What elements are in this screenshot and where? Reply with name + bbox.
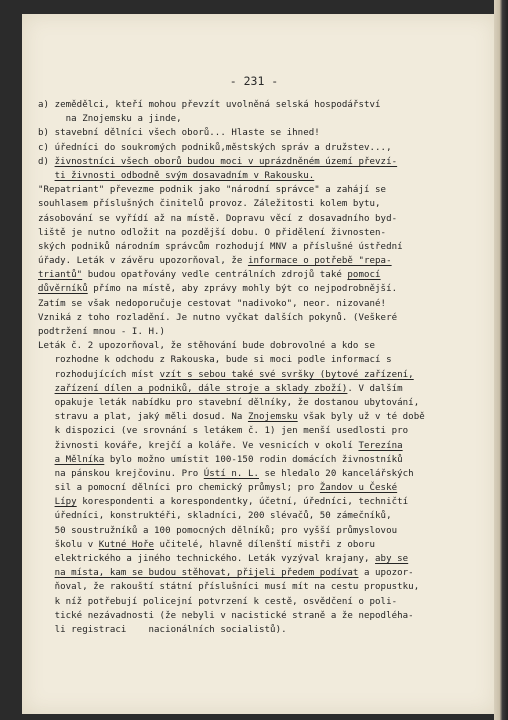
text-segment: sil a pomocní dělníci pro chemický průmysl; pro <box>38 483 320 494</box>
text-line <box>38 382 476 396</box>
text-line <box>38 282 476 296</box>
text-segment: školu v <box>38 539 99 550</box>
text-line <box>38 297 476 311</box>
text-segment <box>38 384 55 394</box>
text-segment: se hledalo 20 kancelářských <box>259 468 414 479</box>
text-line <box>38 552 476 566</box>
text-line <box>38 155 476 169</box>
text-segment: k dispozici (ve srovnání s letákem č. 1) jen menší usedlosti pro <box>38 426 409 437</box>
text-line <box>38 524 476 538</box>
text-segment: učitelé, hlavně dílenští mistři z oboru <box>154 539 376 550</box>
text-segment: zásobování se vyřídí až na místě. Dopravu věcí z dosavadního byd- <box>38 213 398 224</box>
text-segment: ňoval, že rakouští státní příslušníci musí mít na cestu propustku, <box>38 582 420 593</box>
text-segment: liště je nutno odložit na pozdější dobu. O přidělení živnosten- <box>38 227 387 238</box>
text-segment: "Repatriant" převezme podnik jako "národní správce" a zahájí se <box>38 185 387 196</box>
body-text <box>38 98 476 637</box>
text-segment: opakuje leták nabídku pro stavební dělníky, že dostanou ubytování, <box>38 397 420 408</box>
page-edge <box>494 0 508 720</box>
text-line <box>38 169 476 183</box>
text-line <box>38 467 476 481</box>
underlined-text: pomocí <box>347 270 381 281</box>
text-segment: a upozor- <box>358 568 414 579</box>
underlined-text: vzít s sebou také své svršky (bytové zařízení, <box>159 369 414 380</box>
underlined-text: zařízení dílen a podniků, dále stroje a sklady zboží) <box>54 383 348 394</box>
underlined-text: aby se <box>375 554 409 564</box>
text-line <box>38 325 476 339</box>
underlined-text: Znojemsku <box>247 412 298 423</box>
text-segment: na Znojemsku a jinde, <box>38 114 182 125</box>
text-line <box>38 368 476 382</box>
underlined-text: na místa, kam se budou stěhovat, přijeli předem podívat <box>54 568 359 579</box>
underlined-text: důvěrníků <box>38 284 88 295</box>
text-segment: . V dalším <box>347 383 403 394</box>
text-line <box>38 197 476 211</box>
underlined-text: a Mělníka <box>54 454 105 465</box>
text-segment: tické nezávadnosti (že nebyli v nacistické straně a že nepodléha- <box>38 610 414 621</box>
underlined-text: triantů" <box>38 270 83 281</box>
text-segment: Vzniká z toho rozladění. Je nutno vyčkat dalších pokynů. (Veškeré <box>38 312 398 323</box>
underlined-text: živnostníci všech oborů budou moci v uprázdněném území převzí- <box>54 156 398 167</box>
text-line <box>38 439 476 453</box>
text-segment: bylo možno umístit 100-150 rodin domácích živnostníků <box>104 454 403 465</box>
text-segment: úředníci, konstruktéři, skladníci, 200 slévačů, 50 zámečníků, <box>38 511 392 522</box>
text-line <box>38 226 476 240</box>
text-segment: c) úředníci do soukromých podniků,městských správ a družstev..., <box>38 142 392 153</box>
text-segment: souhlasem příslušných činitelů provoz. Záležitosti kolem bytu, <box>38 199 381 210</box>
text-segment: úřady. Leták v závěru upozorňoval, že <box>38 256 248 267</box>
text-segment: Zatím se však nedoporučuje cestovat "nadivoko", neor. nizované! <box>38 298 387 309</box>
text-segment: a) zemědělci, kteří mohou převzít uvolněná selská hospodářství <box>38 100 381 110</box>
text-line <box>38 580 476 594</box>
text-line <box>38 126 476 140</box>
page-number: - 231 - <box>229 74 279 88</box>
text-line <box>38 495 476 509</box>
text-line <box>38 424 476 438</box>
text-segment: 50 soustružníků a 100 pomocných dělníků; pro vyšší průmyslovou <box>38 525 398 536</box>
text-segment: rozhodujících míst <box>38 369 160 380</box>
text-line <box>38 141 476 155</box>
text-line <box>38 98 476 112</box>
text-segment <box>38 497 55 507</box>
underlined-text: Ústí n. L. <box>203 468 259 479</box>
text-segment: b) stavební dělníci všech oborů... Hlaste se ihned! <box>38 128 320 139</box>
text-segment <box>38 171 55 181</box>
underlined-text: ti živnosti odbodně svým dosavadním v Rakousku. <box>54 170 315 181</box>
text-segment: rozhodne k odchodu z Rakouska, bude si moci podle informací s <box>38 355 392 366</box>
text-segment: přímo na místě, aby zprávy mohly být co nejpodrobnější. <box>87 284 398 295</box>
text-segment: budou opatřovány vedle centrálních zdrojů také <box>82 270 348 281</box>
text-line <box>38 538 476 552</box>
text-segment: elektrického a jiného technického. Leták vyzýval krajany, <box>38 554 376 564</box>
text-segment: li registraci nacionálních socialistů). <box>38 624 287 635</box>
text-line <box>38 240 476 254</box>
underlined-text: Lípy <box>54 497 77 508</box>
text-line <box>38 112 476 126</box>
text-segment: na pánskou krejčovinu. Pro <box>38 468 204 479</box>
text-line <box>38 410 476 424</box>
text-segment: d) <box>38 156 55 167</box>
underlined-text: Kutné Hoře <box>98 539 155 550</box>
text-line <box>38 254 476 268</box>
text-segment: však byly už v té době <box>297 412 425 423</box>
underlined-text: informace o potřebě "repa- <box>247 256 392 267</box>
text-line <box>38 339 476 353</box>
underlined-text: Žandov u České <box>319 483 398 494</box>
text-line <box>38 353 476 367</box>
text-line <box>38 183 476 197</box>
text-segment: ských podniků národním správcům rozhodují MNV a příslušné ústřední <box>38 241 403 252</box>
text-line <box>38 268 476 282</box>
underlined-text: Terezína <box>358 440 403 451</box>
text-line <box>38 212 476 226</box>
text-line <box>38 481 476 495</box>
text-line <box>38 566 476 580</box>
text-line <box>38 609 476 623</box>
text-segment: podtržení mnou - I. H.) <box>38 327 166 337</box>
text-segment: živnosti kováře, krejčí a koláře. Ve vesnicích v okolí <box>38 440 359 451</box>
text-segment <box>38 568 55 578</box>
text-segment: stravu a plat, jaký měli dosud. Na <box>38 412 248 423</box>
text-line <box>38 453 476 467</box>
text-segment: Leták č. 2 upozorňoval, že stěhování bude dobrovolné a kdo se <box>38 341 376 352</box>
text-segment: korespondenti a korespondentky, účetní, úředníci, techničtí <box>76 497 409 508</box>
text-segment: k níž potřebují policejní potvrzení k cestě, osvědčení o poli- <box>38 596 398 607</box>
text-line <box>38 396 476 410</box>
text-line <box>38 311 476 325</box>
text-segment <box>38 455 55 465</box>
text-line <box>38 509 476 523</box>
text-line <box>38 623 476 637</box>
text-line <box>38 595 476 609</box>
